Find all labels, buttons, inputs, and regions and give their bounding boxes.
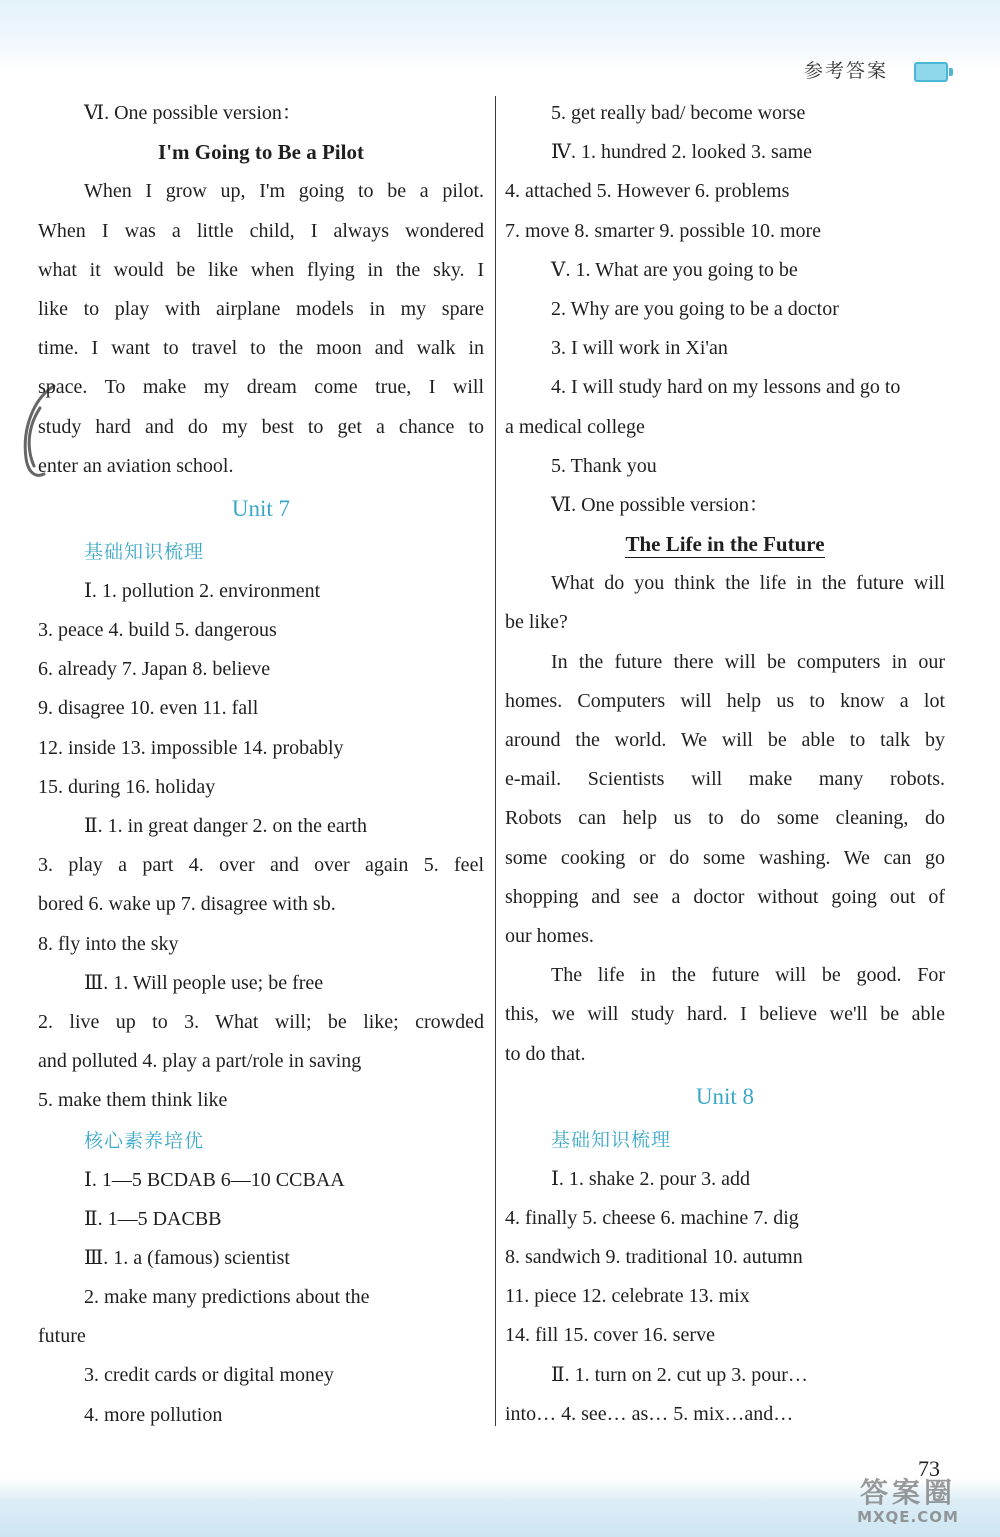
- unit-title: Unit 7: [231, 495, 291, 521]
- answer-line: 2. Why are you going to be a doctor: [551, 297, 839, 320]
- section-title: 基础知识梳理: [551, 1128, 672, 1151]
- essay-line: what it would be like when flying in the sky. I: [38, 258, 484, 281]
- answer-line: 9. disagree 10. even 11. fall: [38, 697, 259, 720]
- left-column: [38, 94, 484, 1435]
- answer-line: into… 4. see… as… 5. mix…and…: [505, 1402, 794, 1425]
- answer-line: 2. make many predictions about the: [84, 1286, 370, 1309]
- essay-line: space. To make my dream come true, I will: [38, 376, 484, 399]
- essay-title-text: The Life in the Future: [625, 532, 825, 557]
- unit-title: Unit 8: [695, 1083, 755, 1109]
- answer-line: Ⅰ. 1. pollution 2. environment: [84, 579, 321, 602]
- essay-title: I'm Going to Be a Pilot: [158, 140, 364, 165]
- answer-line: Ⅰ. 1. shake 2. pour 3. add: [551, 1167, 750, 1190]
- answer-line: 12. inside 13. impossible 14. probably: [38, 736, 344, 759]
- answer-line: Ⅱ. 1—5 DACBB: [84, 1207, 222, 1230]
- answer-line: 4. finally 5. cheese 6. machine 7. dig: [505, 1206, 799, 1229]
- essay-line: study hard and do my best to get a chance to: [38, 415, 484, 438]
- essay-line: our homes.: [505, 924, 594, 947]
- answer-line: 6. already 7. Japan 8. believe: [38, 658, 271, 681]
- answer-line: 5. Thank you: [551, 454, 657, 477]
- answer-line: Ⅴ. 1. What are you going to be: [551, 258, 798, 281]
- answer-line: 4. attached 5. However 6. problems: [505, 180, 790, 203]
- answer-line: 2. live up to 3. What will; be like; crowded: [38, 1010, 484, 1033]
- right-column: [505, 94, 945, 1434]
- answer-line: 3. peace 4. build 5. dangerous: [38, 619, 277, 642]
- essay-line: this, we will study hard. I believe we'll be able: [505, 1003, 945, 1026]
- answer-line: and polluted 4. play a part/role in saving: [38, 1050, 362, 1073]
- answer-line: 3. credit cards or digital money: [84, 1364, 334, 1387]
- answer-line: future: [38, 1325, 86, 1348]
- answer-line: Ⅲ. 1. Will people use; be free: [84, 971, 324, 994]
- page-number: 73: [918, 1456, 940, 1481]
- answer-line: 11. piece 12. celebrate 13. mix: [505, 1285, 750, 1308]
- answer-line: Ⅱ. 1. turn on 2. cut up 3. pour…: [551, 1363, 808, 1386]
- essay-line: like to play with airplane models in my spare: [38, 297, 484, 320]
- answer-line: bored 6. wake up 7. disagree with sb.: [38, 893, 336, 916]
- answer-line: 4. I will study hard on my lessons and go to: [551, 376, 901, 399]
- essay-line: enter an aviation school.: [38, 454, 234, 477]
- section-title: 核心素养培优: [84, 1129, 205, 1152]
- answer-line: 7. move 8. smarter 9. possible 10. more: [505, 219, 822, 242]
- essay-line: around the world. We will be able to talk by: [505, 729, 945, 751]
- watermark-logo: 答案圈: [859, 1476, 956, 1509]
- answer-line: 14. fill 15. cover 16. serve: [505, 1324, 715, 1347]
- essay-line: e-mail. Scientists will make many robots.: [505, 768, 945, 791]
- essay-line: some cooking or do some washing. We can go: [505, 846, 945, 869]
- essay-intro: Ⅵ. One possible version：: [84, 102, 302, 124]
- watermark-site: MXQE.COM: [857, 1507, 959, 1526]
- answer-line: 4. more pollution: [84, 1403, 223, 1426]
- essay-line: time. I want to travel to the moon and walk in: [38, 337, 484, 360]
- header-label: 参考答案: [803, 60, 888, 82]
- battery-icon: [914, 62, 948, 82]
- answer-line: 8. fly into the sky: [38, 932, 179, 955]
- answer-line: Ⅲ. 1. a (famous) scientist: [84, 1246, 290, 1269]
- essay-line: What do you think the life in the future will: [551, 572, 945, 595]
- essay-line: to do that.: [505, 1042, 586, 1065]
- essay-title: [505, 525, 945, 564]
- essay-intro: Ⅵ. One possible version：: [551, 493, 769, 516]
- essay-line: Robots can help us to do some cleaning, do: [505, 807, 945, 830]
- essay-line: be like?: [505, 611, 568, 634]
- essay-line: When I was a little child, I always wondered: [38, 219, 484, 242]
- answer-line: a medical college: [505, 415, 645, 438]
- answer-line: 3. play a part 4. over and over again 5. feel: [38, 854, 484, 877]
- column-divider: [495, 96, 496, 1426]
- essay-line: In the future there will be computers in our: [551, 650, 945, 673]
- section-title: 基础知识梳理: [84, 540, 205, 563]
- answer-line: 15. during 16. holiday: [38, 775, 216, 798]
- answer-line: 3. I will work in Xi'an: [551, 337, 728, 360]
- answer-line: Ⅰ. 1—5 BCDAB 6—10 CCBAA: [84, 1168, 345, 1191]
- answer-line: 5. make them think like: [38, 1089, 228, 1112]
- watermark: [828, 1478, 988, 1534]
- essay-line: shopping and see a doctor without going out of: [505, 885, 945, 908]
- essay-line: The life in the future will be good. For: [551, 964, 945, 987]
- essay-line: When I grow up, I'm going to be a pilot.: [84, 180, 484, 203]
- answer-line: Ⅳ. 1. hundred 2. looked 3. same: [551, 141, 813, 164]
- answer-line: Ⅱ. 1. in great danger 2. on the earth: [84, 815, 367, 837]
- answer-line: 5. get really bad/ become worse: [551, 102, 806, 124]
- answer-line: 8. sandwich 9. traditional 10. autumn: [505, 1246, 803, 1269]
- essay-line: homes. Computers will help us to know a lot: [505, 689, 945, 712]
